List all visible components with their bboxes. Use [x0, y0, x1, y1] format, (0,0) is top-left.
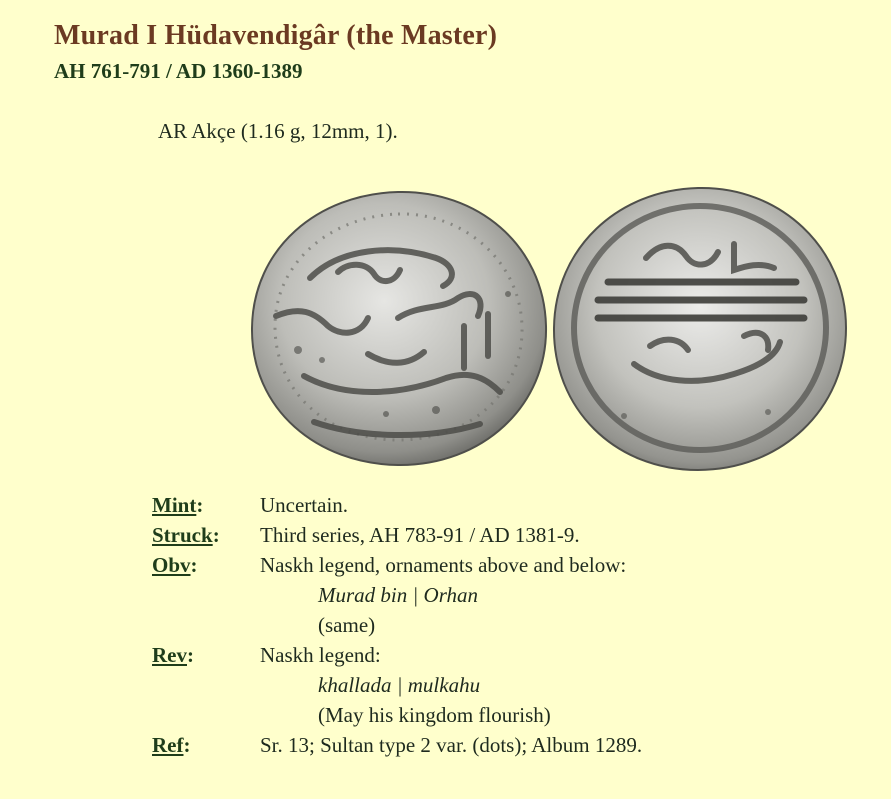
mint-label: Mint: — [152, 493, 204, 517]
coin-details — [152, 490, 642, 760]
reverse-translation: (May his kingdom flourish) — [318, 703, 551, 727]
struck-row — [152, 520, 642, 550]
mint-row — [152, 490, 642, 520]
reference-value: Sr. 13; Sultan type 2 var. (dots); Album 1289. — [260, 733, 643, 757]
obverse-label: Obv: — [152, 553, 198, 577]
reference-label: Ref: — [152, 733, 191, 757]
obverse-legend: Murad bin | Orhan — [318, 583, 478, 607]
coin-images — [248, 186, 848, 471]
coin-description: AR Akçe (1.16 g, 12mm, 1). — [158, 119, 398, 143]
obverse-value: Naskh legend, ornaments above and below: — [260, 553, 627, 577]
reverse-row — [152, 640, 642, 670]
obverse-coin-image — [252, 192, 546, 465]
mint-value: Uncertain. — [260, 493, 349, 517]
obverse-row — [152, 550, 642, 580]
page-title: Murad I Hüdavendigâr (the Master) — [54, 20, 498, 51]
struck-label: Struck: — [152, 523, 220, 547]
obverse-translation: (same) — [318, 613, 376, 637]
reference-row — [152, 730, 642, 760]
reverse-label: Rev: — [152, 643, 194, 667]
reverse-legend: khallada | mulkahu — [318, 673, 481, 697]
reverse-value: Naskh legend: — [260, 643, 381, 667]
reverse-coin-image — [554, 188, 846, 470]
reign-dates: AH 761-791 / AD 1360-1389 — [54, 59, 303, 83]
struck-value: Third series, AH 783-91 / AD 1381-9. — [260, 523, 580, 547]
